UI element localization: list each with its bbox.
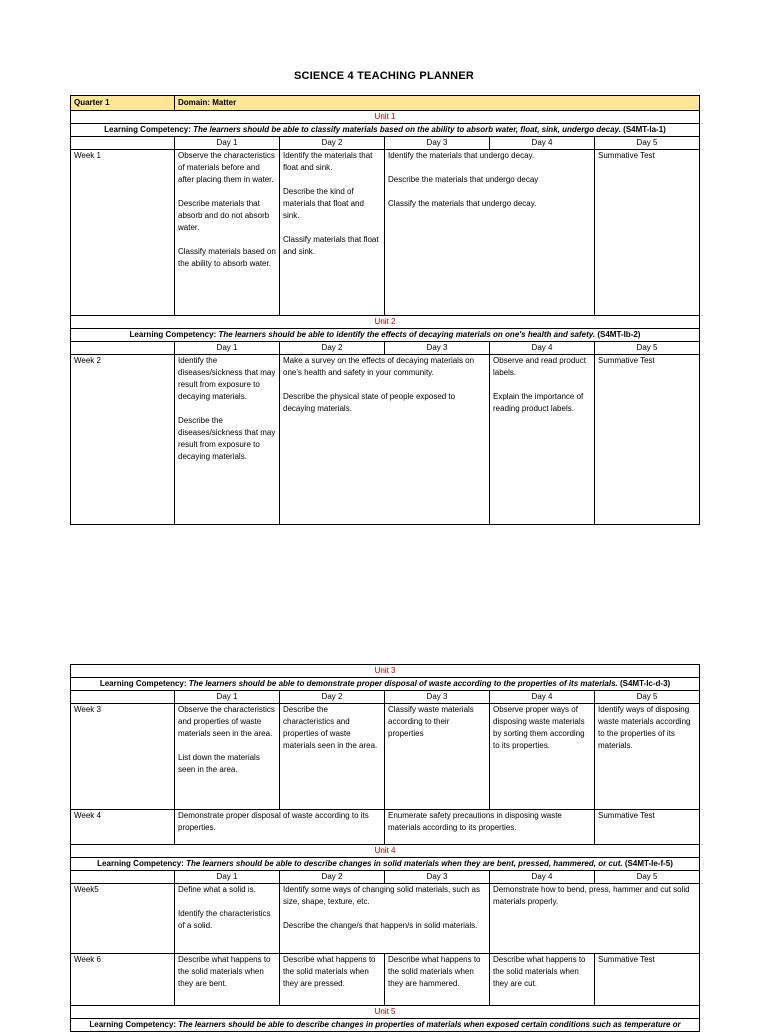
lesson-cell: Summative Test [595, 150, 700, 316]
lesson-text: Classify materials that float and sink. [283, 235, 379, 256]
lesson-cell [175, 884, 280, 954]
lesson-text: Identify the characteristics of a solid. [178, 909, 271, 930]
unit-heading: Unit 2 [71, 316, 700, 329]
competency-code: (S4MT-Ie-f-5) [624, 859, 673, 868]
week-label: Week 3 [71, 704, 175, 810]
day-header: Day 3 [385, 137, 490, 150]
competency-text: The learners should be able to describe changes in solid materials when they are bent, pressed, hammered, or cut. [186, 859, 623, 868]
lesson-cell [385, 150, 595, 316]
lesson-cell [280, 884, 490, 954]
lesson-cell: Demonstrate proper disposal of waste according to its properties. [175, 810, 385, 845]
day-header: Day 4 [490, 137, 595, 150]
lesson-cell: Describe what happens to the solid materials when they are hammered. [385, 954, 490, 1006]
lesson-cell: Identify ways of disposing waste materials according to the properties of its materials. [595, 704, 700, 810]
week-label: Week 4 [71, 810, 175, 845]
competency-text: The learners should be able to identify the effects of decaying materials on one's health and safety. [218, 330, 596, 339]
day-header: Day 2 [280, 342, 385, 355]
lesson-text: Classify materials based on the ability to absorb water. [178, 247, 276, 268]
competency-prefix: Learning Competency: [97, 859, 184, 868]
lesson-text: Observe the characteristics and properties of waste materials seen in the area. [178, 705, 275, 738]
unit-heading: Unit 4 [71, 845, 700, 858]
competency-prefix: Learning Competency: [89, 1020, 177, 1029]
lesson-cell [175, 704, 280, 810]
competency-text: The learners should be able to demonstrate proper disposal of waste according to the properties of its materials. [188, 679, 618, 688]
lesson-cell: Summative Test [595, 954, 700, 1006]
competency-code: (S4MT-Ia-1) [623, 125, 666, 134]
lesson-cell [175, 150, 280, 316]
lesson-cell: Describe what happens to the solid materials when they are cut. [490, 954, 595, 1006]
lesson-text: Describe the physical state of people exposed to decaying materials. [283, 392, 456, 413]
learning-competency [71, 678, 700, 691]
planner-table-2 [70, 664, 700, 1032]
domain-label: Domain: Matter [175, 96, 700, 111]
learning-competency [71, 329, 700, 342]
competency-text: The learners should be able to describe changes in properties of materials when exposed certain conditions such as temperature or [178, 1020, 681, 1029]
lesson-cell: Describe the characteristics and properties of waste materials seen in the area. [280, 704, 385, 810]
lesson-cell [280, 355, 490, 525]
lesson-cell: Summative Test [595, 810, 700, 845]
day-header: Day 5 [595, 137, 700, 150]
competency-text: The learners should be able to classify materials based on the ability to absorb water, float, sink, undergo decay. [193, 125, 621, 134]
competency-code: (S4MT-Ic-d-3) [619, 679, 671, 688]
lesson-text: Describe the kind of materials that float and sink. [283, 187, 364, 220]
lesson-text: Describe the diseases/sickness that may result from exposure to decaying materials. [178, 416, 276, 461]
day-header: Day 5 [595, 871, 700, 884]
lesson-cell: Summative Test [595, 355, 700, 525]
lesson-cell [490, 355, 595, 525]
lesson-cell [175, 355, 280, 525]
lesson-text: Identify the diseases/sickness that may result from exposure to decaying materials. [178, 356, 276, 401]
day-header: Day 5 [595, 342, 700, 355]
lesson-text: Describe the change/s that happen/s in solid materials. [283, 921, 478, 930]
day-header: Day 4 [490, 691, 595, 704]
unit-heading: Unit 5 [71, 1006, 700, 1019]
week-label: Week 1 [71, 150, 175, 316]
lesson-text: Describe the materials that undergo decay [388, 175, 539, 184]
lesson-cell: Classify waste materials according to their properties [385, 704, 490, 810]
lesson-text: Observe the characteristics of materials before and after placing them in water. [178, 151, 275, 184]
lesson-text: Make a survey on the effects of decaying materials on one's health and safety in your community. [283, 356, 475, 377]
day-header: Day 1 [175, 871, 280, 884]
lesson-cell: Enumerate safety precautions in disposing waste materials according to its properties. [385, 810, 595, 845]
week-label: Week 2 [71, 355, 175, 525]
page-title: SCIENCE 4 TEACHING PLANNER [294, 70, 474, 82]
competency-prefix: Learning Competency: [129, 330, 217, 339]
day-header: Day 5 [595, 691, 700, 704]
day-header: Day 1 [175, 691, 280, 704]
competency-prefix: Learning Competency: [104, 125, 191, 134]
day-header: Day 2 [280, 691, 385, 704]
day-header: Day 1 [175, 342, 280, 355]
unit-heading: Unit 1 [71, 111, 700, 124]
day-header: Day 2 [280, 871, 385, 884]
week-label: Week 6 [71, 954, 175, 1006]
lesson-text: Observe and read product labels. [493, 356, 586, 377]
competency-code: (S4MT-Ib-2) [597, 330, 641, 339]
lesson-text: Classify the materials that undergo decay. [388, 199, 537, 208]
planner-table-1 [70, 95, 700, 525]
lesson-text: Define what a solid is. [178, 885, 256, 894]
lesson-cell [280, 150, 385, 316]
day-header: Day 1 [175, 137, 280, 150]
lesson-cell: Observe proper ways of disposing waste materials by sorting them according to its properties. [490, 704, 595, 810]
day-header: Day 4 [490, 871, 595, 884]
learning-competency [71, 1019, 700, 1032]
competency-prefix: Learning Competency: [99, 679, 187, 688]
lesson-cell: Describe what happens to the solid materials when they are bent. [175, 954, 280, 1006]
lesson-text: Identify the materials that undergo decay. [388, 151, 535, 160]
lesson-text: List down the materials seen in the area. [178, 753, 260, 774]
lesson-text: Explain the importance of reading product labels. [493, 392, 584, 413]
unit-heading: Unit 3 [71, 665, 700, 678]
lesson-cell: Describe what happens to the solid materials when they are pressed. [280, 954, 385, 1006]
day-header: Day 4 [490, 342, 595, 355]
lesson-text: Identify some ways of changing solid materials, such as size, shape, texture, etc. [283, 885, 480, 906]
day-header: Day 3 [385, 691, 490, 704]
learning-competency [71, 124, 700, 137]
lesson-text: Identify the materials that float and sink. [283, 151, 373, 172]
lesson-cell: Demonstrate how to bend, press, hammer and cut solid materials properly. [490, 884, 700, 954]
week-label: Week5 [71, 884, 175, 954]
day-header: Day 3 [385, 342, 490, 355]
lesson-text: Describe materials that absorb and do not absorb water. [178, 199, 270, 232]
day-header: Day 3 [385, 871, 490, 884]
quarter-label: Quarter 1 [71, 96, 175, 111]
learning-competency [71, 858, 700, 871]
day-header: Day 2 [280, 137, 385, 150]
